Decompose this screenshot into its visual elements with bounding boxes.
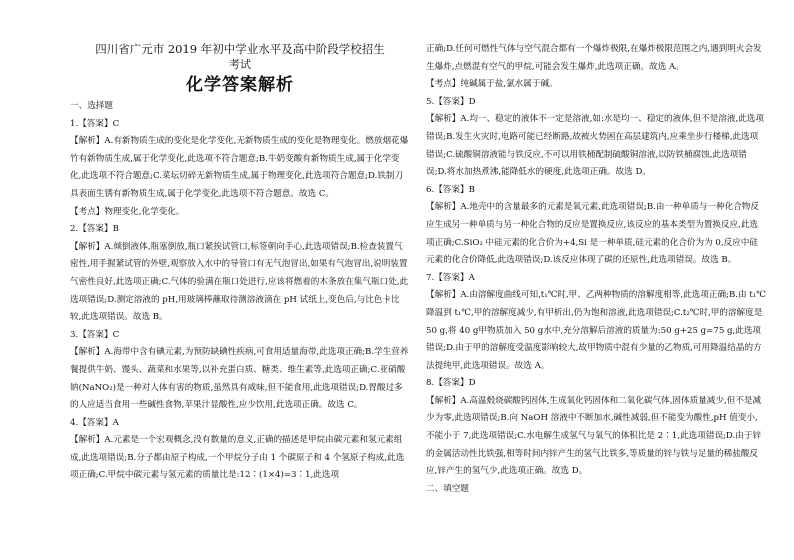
analysis-paragraph: 【解析】A.海带中含有碘元素,为预防缺碘性疾病,可食用适量海带,此选项正确;B.学生营养餐提供牛奶、馒头、蔬菜和水果等,以补充蛋白质、糖类、维生素等,此选项正确;C.亚硝酸钠(NaNO₂)是一种对人体有害的物质,虽然具有咸味,但不能食用,此选项错误;D.胃酸过多的人应适当食用一些碱性食物,苹果汁显酸性,应少饮用,此选项正确。故选 C。 <box>70 347 409 411</box>
answer-line: 2.【答案】B <box>70 224 119 235</box>
answer-line: 6.【答案】B <box>426 184 475 195</box>
exam-title-line2: 考试 <box>229 58 251 71</box>
analysis-paragraph: 【解析】A.倾倒液体,瓶塞倒放,瓶口紧挨试管口,标签朝向手心,此选项错误;B.检查装置气密性,用手握紧试管的外壁,观察放入水中的导管口有无气泡冒出,如果有气泡冒出,说明装置气密性良好,此选项正确;C.气体的验满在瓶口处进行,应该将燃着的木条放在集气瓶口处,此选项错误;D.测定溶液的 pH,用玻璃棒蘸取待测溶液滴在 pH 试纸上,变色后,与比色卡比较,此选项错误。故选 B。 <box>70 241 409 323</box>
answer-line: 8.【答案】D <box>426 378 476 389</box>
analysis-paragraph: 【解析】A.元素是一个宏观概念,没有数量的意义,正确的描述是甲烷由碳元素和氢元素组成,此选项错误;B.分子都由原子构成,一个甲烷分子由 1 个碳原子和 4 个氢原子构成,此选项正确;C.甲烷中碳元素与氢元素的质量比是:12∶(1×4)=3∶1,此选项 <box>70 435 405 481</box>
knowledge-point-line: 【考点】纯碱属于盐,氯水属于碱。 <box>426 79 558 90</box>
answer-line: 3.【答案】C <box>70 329 120 340</box>
answer-line: 5.【答案】D <box>426 96 476 107</box>
analysis-paragraph: 【解析】A.均一、稳定的液体不一定是溶液,如:水是均一、稳定的液体,但不是溶液,此选项错误;B.发生火灾时,电路可能已经断路,故被火势困在高层建筑内,应乘坐步行楼梯,此选项错误;C.硫酸铜溶液能与铁反应,不可以用铁桶配制硫酸铜溶液,以防铁桶腐蚀,此选项错误;D.将水加热煮沸,能降低水的硬度,此选项正确。故选 D。 <box>426 114 764 178</box>
section-heading: 二、填空题 <box>426 483 469 494</box>
analysis-paragraph: 【解析】A.有新物质生成的变化是化学变化,无新物质生成的变化是物理变化。燃放烟花爆竹有新物质生成,属于化学变化,此选项不符合题意;B.牛奶变酸有新物质生成,属于化学变化,此选项不符合题意;C.菜坛切碎无新物质生成,属于物理变化,此选项符合题意;D.铁制刀具表面生锈有新物质生成,属于化学变化,此选项不符合题意。故选 C。 <box>70 136 409 199</box>
analysis-paragraph: 正确;D.任何可燃性气体与空气混合都有一个爆炸极限,在爆炸极限范围之内,遇到明火会发生爆炸,点燃混有空气的甲烷,可能会发生爆炸,此选项正确。故选 A。 <box>426 44 762 72</box>
right-column <box>426 41 766 498</box>
main-title: 化学答案解析 <box>186 75 294 95</box>
section-heading: 一、选择题 <box>70 101 113 111</box>
analysis-paragraph: 【解析】A.地壳中的含量最多的元素是氧元素,此选项错误;B.由一种单质与一种化合物反应生成另一种单质与另一种化合物的反应是置换反应,该反应的基本类型为置换反应,此选项正确;C.SiO₂ 中硅元素的化合价为+4,Si 是一种单质,硅元素的化合价为为 0,反应中硅元素的化合价降低,此选项错误;D.该反应体现了碳的还原性,此选项错误。故选 B。 <box>426 202 759 266</box>
exam-title-line1: 四川省广元市 2019 年初中学业水平及高中阶段学校招生 <box>95 42 385 56</box>
answer-line: 7.【答案】A <box>426 272 475 283</box>
analysis-paragraph: 【解析】A.由溶解度曲线可知,t₁℃时,甲、乙两种物质的溶解度相等,此选项正确;B.由 t₁℃降温到 t₁℃,甲的溶解度减少,有甲析出,仍为饱和溶液,此选项错误;C.t₂℃时,甲的溶解度是 50 g,将 40 g甲物质加入 50 g水中,充分溶解后溶液的质量为:50 g+25 g=75 g,此选项错误;D.由于甲的溶解度受温度影响较大,故甲物质中混有少量的乙物质,可用降温结晶的方法提纯甲,此选项错误。故选 A。 <box>426 290 766 371</box>
left-column <box>70 42 410 485</box>
knowledge-point-line: 【考点】物理变化,化学变化。 <box>70 206 185 217</box>
analysis-paragraph: 【解析】A.高温煅烧碳酸钙固体,生成氧化钙固体和二氧化碳气体,固体质量减少,但不是减少为零,此选项错误;B.向 NaOH 溶液中不断加水,碱性减弱,但不能变为酸性,pH 值变小,不能小于 7,此选项错误;C.水电解生成氢气与氧气的体积比是 2∶1,此选项错误;D.由于锌的金属活动性比铁强,相等时间内锌产生的氢气比铁多,等质量的锌与铁与足量的稀盐酸反应,锌产生的氢气少,此选项正确。故选 D。 <box>426 395 762 477</box>
answer-line: 1.【答案】C <box>70 118 120 129</box>
answer-line: 4.【答案】A <box>70 417 119 428</box>
